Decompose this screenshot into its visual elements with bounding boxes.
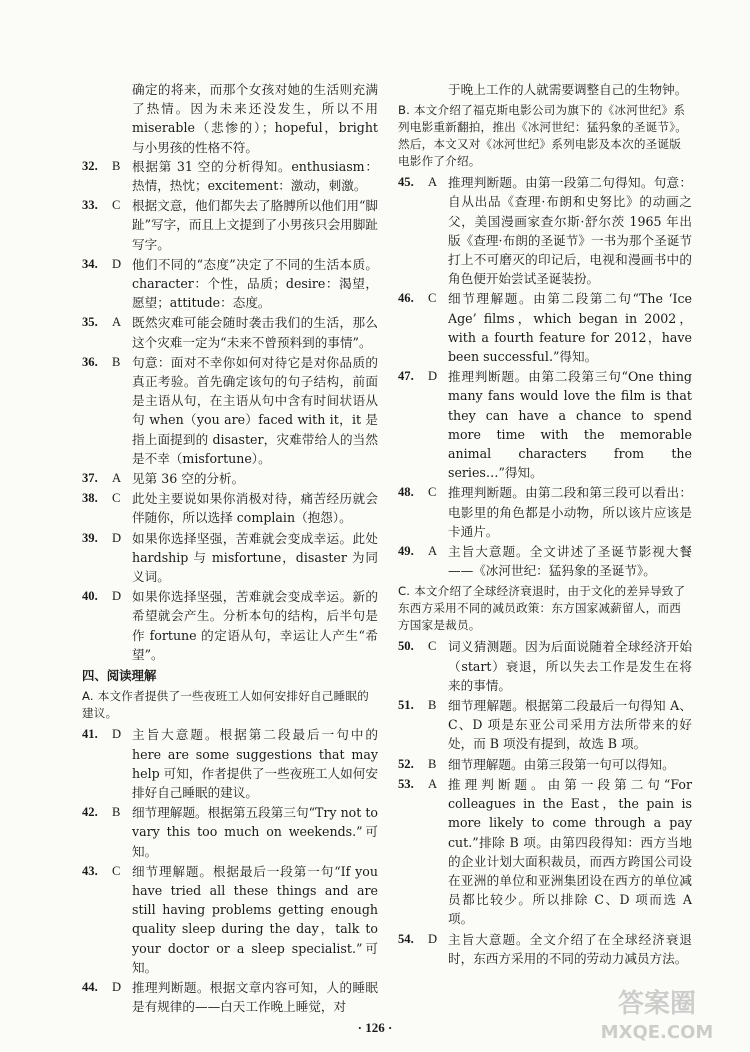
- item-explanation: 推理判断题。由第一段第二句得知。句意：自从出品《查理·布朗和史努比》的动画之父，美国漫画家查尔斯·舒尔茨 1965 年出版《查理·布朗的圣诞节》一书为那个圣诞节打上不可磨灭的印记后，电视和漫画书中的角色便开始尝试圣诞装扮。: [448, 175, 692, 287]
- right-items-2: [398, 637, 692, 967]
- item-number: 50.: [398, 639, 414, 654]
- passage-a-summary: A. 本文作者提供了一些夜班工人如何安排好自己睡眠的建议。: [82, 689, 369, 721]
- watermark-line2: MXQE.COM: [600, 1022, 714, 1043]
- item-number: 39.: [82, 530, 98, 545]
- item-answer: C: [428, 291, 437, 306]
- answer-item-51: [398, 696, 692, 754]
- answer-item-37: [82, 469, 378, 488]
- item-number: 46.: [398, 291, 414, 306]
- item-explanation: 主旨大意题。全文讲述了圣诞节影视大餐——《冰河世纪：猛犸象的圣诞节》。: [448, 544, 692, 579]
- item-number: 53.: [398, 776, 414, 791]
- answer-item-44: [82, 978, 378, 1016]
- item-number: 38.: [82, 491, 98, 506]
- answer-item-54: [398, 930, 692, 968]
- item-answer: D: [112, 979, 122, 994]
- item-explanation: 他们不同的“态度”决定了不同的生活本质。character：个性，品质；desire：渴望，愿望；attitude：态度。: [132, 256, 378, 311]
- item-number: 35.: [82, 315, 98, 330]
- answer-item-35: [82, 313, 378, 351]
- item-answer: A: [428, 175, 438, 190]
- item-answer: A: [428, 776, 438, 791]
- item-explanation: 词义猜测题。因为后面说随着全球经济开始（start）衰退，所以失去工作是发生在将来的事情。: [448, 639, 692, 693]
- answer-item-50: [398, 637, 692, 695]
- watermark-logo: [582, 982, 732, 1044]
- answer-item-53: [398, 775, 692, 929]
- right-column: [398, 80, 692, 969]
- right-top-continuation: 于晚上工作的人就需要调整自己的生物钟。: [448, 82, 688, 97]
- item-explanation: 主旨大意题。根据第二段最后一句中的 here are some suggestions that may help 可知，作者提供了一些夜班工人如何安排好自己睡眠的建议。: [132, 727, 378, 800]
- item-number: 42.: [82, 805, 98, 820]
- item-explanation: 细节理解题。由第三段第一句可以得知。: [448, 756, 675, 772]
- item-number: 45.: [398, 175, 414, 190]
- item-explanation: 推理判断题。根据文章内容可知，人的睡眠是有规律的——白天工作晚上睡觉，对: [132, 979, 378, 1015]
- item-number: 37.: [82, 471, 98, 486]
- item-explanation: 如果你选择坚强，苦难就会变成幸运。此处 hardship 与 misfortune，disaster 为同义词。: [132, 530, 378, 585]
- item-explanation: 见第 36 空的分析。: [132, 471, 245, 487]
- item-answer: A: [112, 471, 122, 486]
- item-explanation: 如果你选择坚强，苦难就会变成幸运。新的希望就会产生。分析本句的结构，后半句是作 fortune 的定语从句，幸运让人产生“希望”。: [132, 589, 378, 662]
- item-answer: C: [112, 491, 121, 506]
- item-explanation: 推理判断题。由第一段第二句“For colleagues in the East，the pain is more likely to come through a pay cut.”排除 B 项。由第四段得知：西方当地的企业计划大面积裁员，而西方跨国公司设在亚洲的单位和亚洲集团设在西方的单位减员都比较少。所以排除 C、D 项而选 A 项。: [448, 776, 692, 927]
- item-answer: D: [112, 256, 122, 271]
- item-explanation: 主旨大意题。全文介绍了在全球经济衰退时，东西方采用的不同的劳动力减员方法。: [448, 931, 692, 966]
- item-explanation: 细节理解题。由第二段第二句“The ‘Ice Age’ films，which began in 2002，with a fourth feature for 2012，have been successful.”得知。: [448, 291, 692, 365]
- item-explanation: 细节理解题。根据最后一段第一句“If you have tried all these things and are still having problems getting enough quality sleep during the day，talk to your doctor or a sleep specialist.”可知。: [132, 863, 378, 975]
- right-items: [398, 173, 692, 580]
- item-answer: C: [112, 863, 121, 878]
- page-number: · 126 ·: [357, 1020, 393, 1035]
- item-number: 47.: [398, 369, 414, 384]
- answer-item-38: [82, 489, 378, 527]
- item-number: 52.: [398, 756, 414, 771]
- item-answer: B: [112, 354, 121, 369]
- answer-item-52: [398, 755, 692, 774]
- answer-item-45: [398, 173, 692, 288]
- item-explanation: 此处主要说如果你消极对待，痛苦经历就会伴随你，所以选择 complain（抱怨）。: [132, 491, 378, 526]
- item-number: 36.: [82, 354, 98, 369]
- answer-item-42: [82, 803, 378, 861]
- answer-item-33: [82, 196, 378, 254]
- left-column: [82, 80, 378, 1017]
- answer-item-47: [398, 367, 692, 482]
- item-answer: C: [112, 198, 121, 213]
- item-answer: C: [428, 485, 437, 500]
- item-answer: B: [112, 805, 121, 820]
- answer-item-40: [82, 587, 378, 664]
- item-explanation: 既然灾难可能会随时袭击我们的生活，那么这个灾难一定为“未来不曾预料到的事情”。: [132, 315, 378, 350]
- item-answer: D: [112, 727, 122, 742]
- item-number: 54.: [398, 931, 414, 946]
- item-explanation: 句意：面对不幸你如何对待它是对你品质的真正考验。首先确定该句的句子结构，前面是主语从句，在主语从句中含有时间状语从句 when（you are）faced with it，it 是指上面提到的 disaster，灾难带给人的当然是不幸（misfortune）。: [132, 354, 378, 466]
- item-answer: A: [112, 315, 122, 330]
- answer-item-39: [82, 529, 378, 587]
- answer-item-34: [82, 255, 378, 313]
- item-number: 48.: [398, 485, 414, 500]
- item-explanation: 根据文意，他们都失去了胳膊所以他们用“脚趾”写字，而且上文提到了小男孩只会用脚趾写字。: [132, 198, 378, 252]
- item-explanation: 细节理解题。根据第二段最后一句得知 A、C、D 项是东亚公司采用方法所带来的好处，而 B 项没有提到，故选 B 项。: [448, 698, 692, 752]
- item-explanation: 推理判断题。由第二段第三句“One thing many fans would love the film is that they can have a chance to spend more time with the memorable animal characters from the series…”得知。: [448, 369, 692, 481]
- left-items-2: [82, 725, 378, 1016]
- item-answer: C: [428, 639, 437, 654]
- answer-item-36: [82, 353, 378, 468]
- answer-item-48: [398, 483, 692, 541]
- section-title: 四、阅读理解: [82, 668, 157, 684]
- item-explanation: 细节理解题。根据第五段第三句“Try not to vary this too much on weekends.”可知。: [132, 805, 378, 859]
- answer-item-41: [82, 725, 378, 802]
- watermark-line1: 答案圈: [617, 989, 697, 1019]
- item-answer: B: [112, 158, 121, 173]
- answer-item-46: [398, 289, 692, 366]
- item-answer: B: [428, 698, 437, 713]
- answer-item-32: [82, 157, 378, 195]
- item-number: 33.: [82, 198, 98, 213]
- item-answer: D: [428, 931, 438, 946]
- passage-b-summary: B. 本文介绍了福克斯电影公司为旗下的《冰河世纪》系列电影重新翻拍，推出《冰河世纪：猛犸象的圣诞节》。然后，本文又对《冰河世纪》系列电影及本次的圣诞版电影作了介绍。: [398, 103, 688, 169]
- item-answer: B: [428, 756, 437, 771]
- answer-item-49: [398, 542, 692, 580]
- item-number: 43.: [82, 863, 98, 878]
- left-top-continuation: 确定的将来，而那个女孩对她的生活则充满了热情。因为未来还没发生，所以不用 miserable（悲惨的）；hopeful，bright 与小男孩的性格不符。: [132, 82, 378, 155]
- item-explanation: 根据第 31 空的分析得知。enthusiasm：热情，热忱；excitement：激动，刺激。: [132, 158, 378, 194]
- item-number: 40.: [82, 589, 98, 604]
- answer-item-43: [82, 862, 378, 977]
- item-number: 34.: [82, 256, 98, 271]
- item-explanation: 推理判断题。由第二段和第三段可以看出：电影里的角色都是小动物，所以该片应该是卡通片。: [448, 485, 692, 539]
- item-answer: D: [112, 589, 122, 604]
- item-answer: D: [428, 369, 438, 384]
- left-items: [82, 157, 378, 664]
- item-number: 44.: [82, 979, 98, 994]
- item-number: 32.: [82, 158, 98, 173]
- item-answer: D: [112, 530, 122, 545]
- item-number: 49.: [398, 544, 414, 559]
- item-number: 41.: [82, 727, 98, 742]
- item-answer: A: [428, 544, 438, 559]
- passage-c-summary: C. 本文介绍了全球经济衰退时，由于文化的差异导致了东西方采用不同的减员政策：东方国家减薪留人，而西方国家是裁员。: [398, 584, 686, 633]
- item-number: 51.: [398, 698, 414, 713]
